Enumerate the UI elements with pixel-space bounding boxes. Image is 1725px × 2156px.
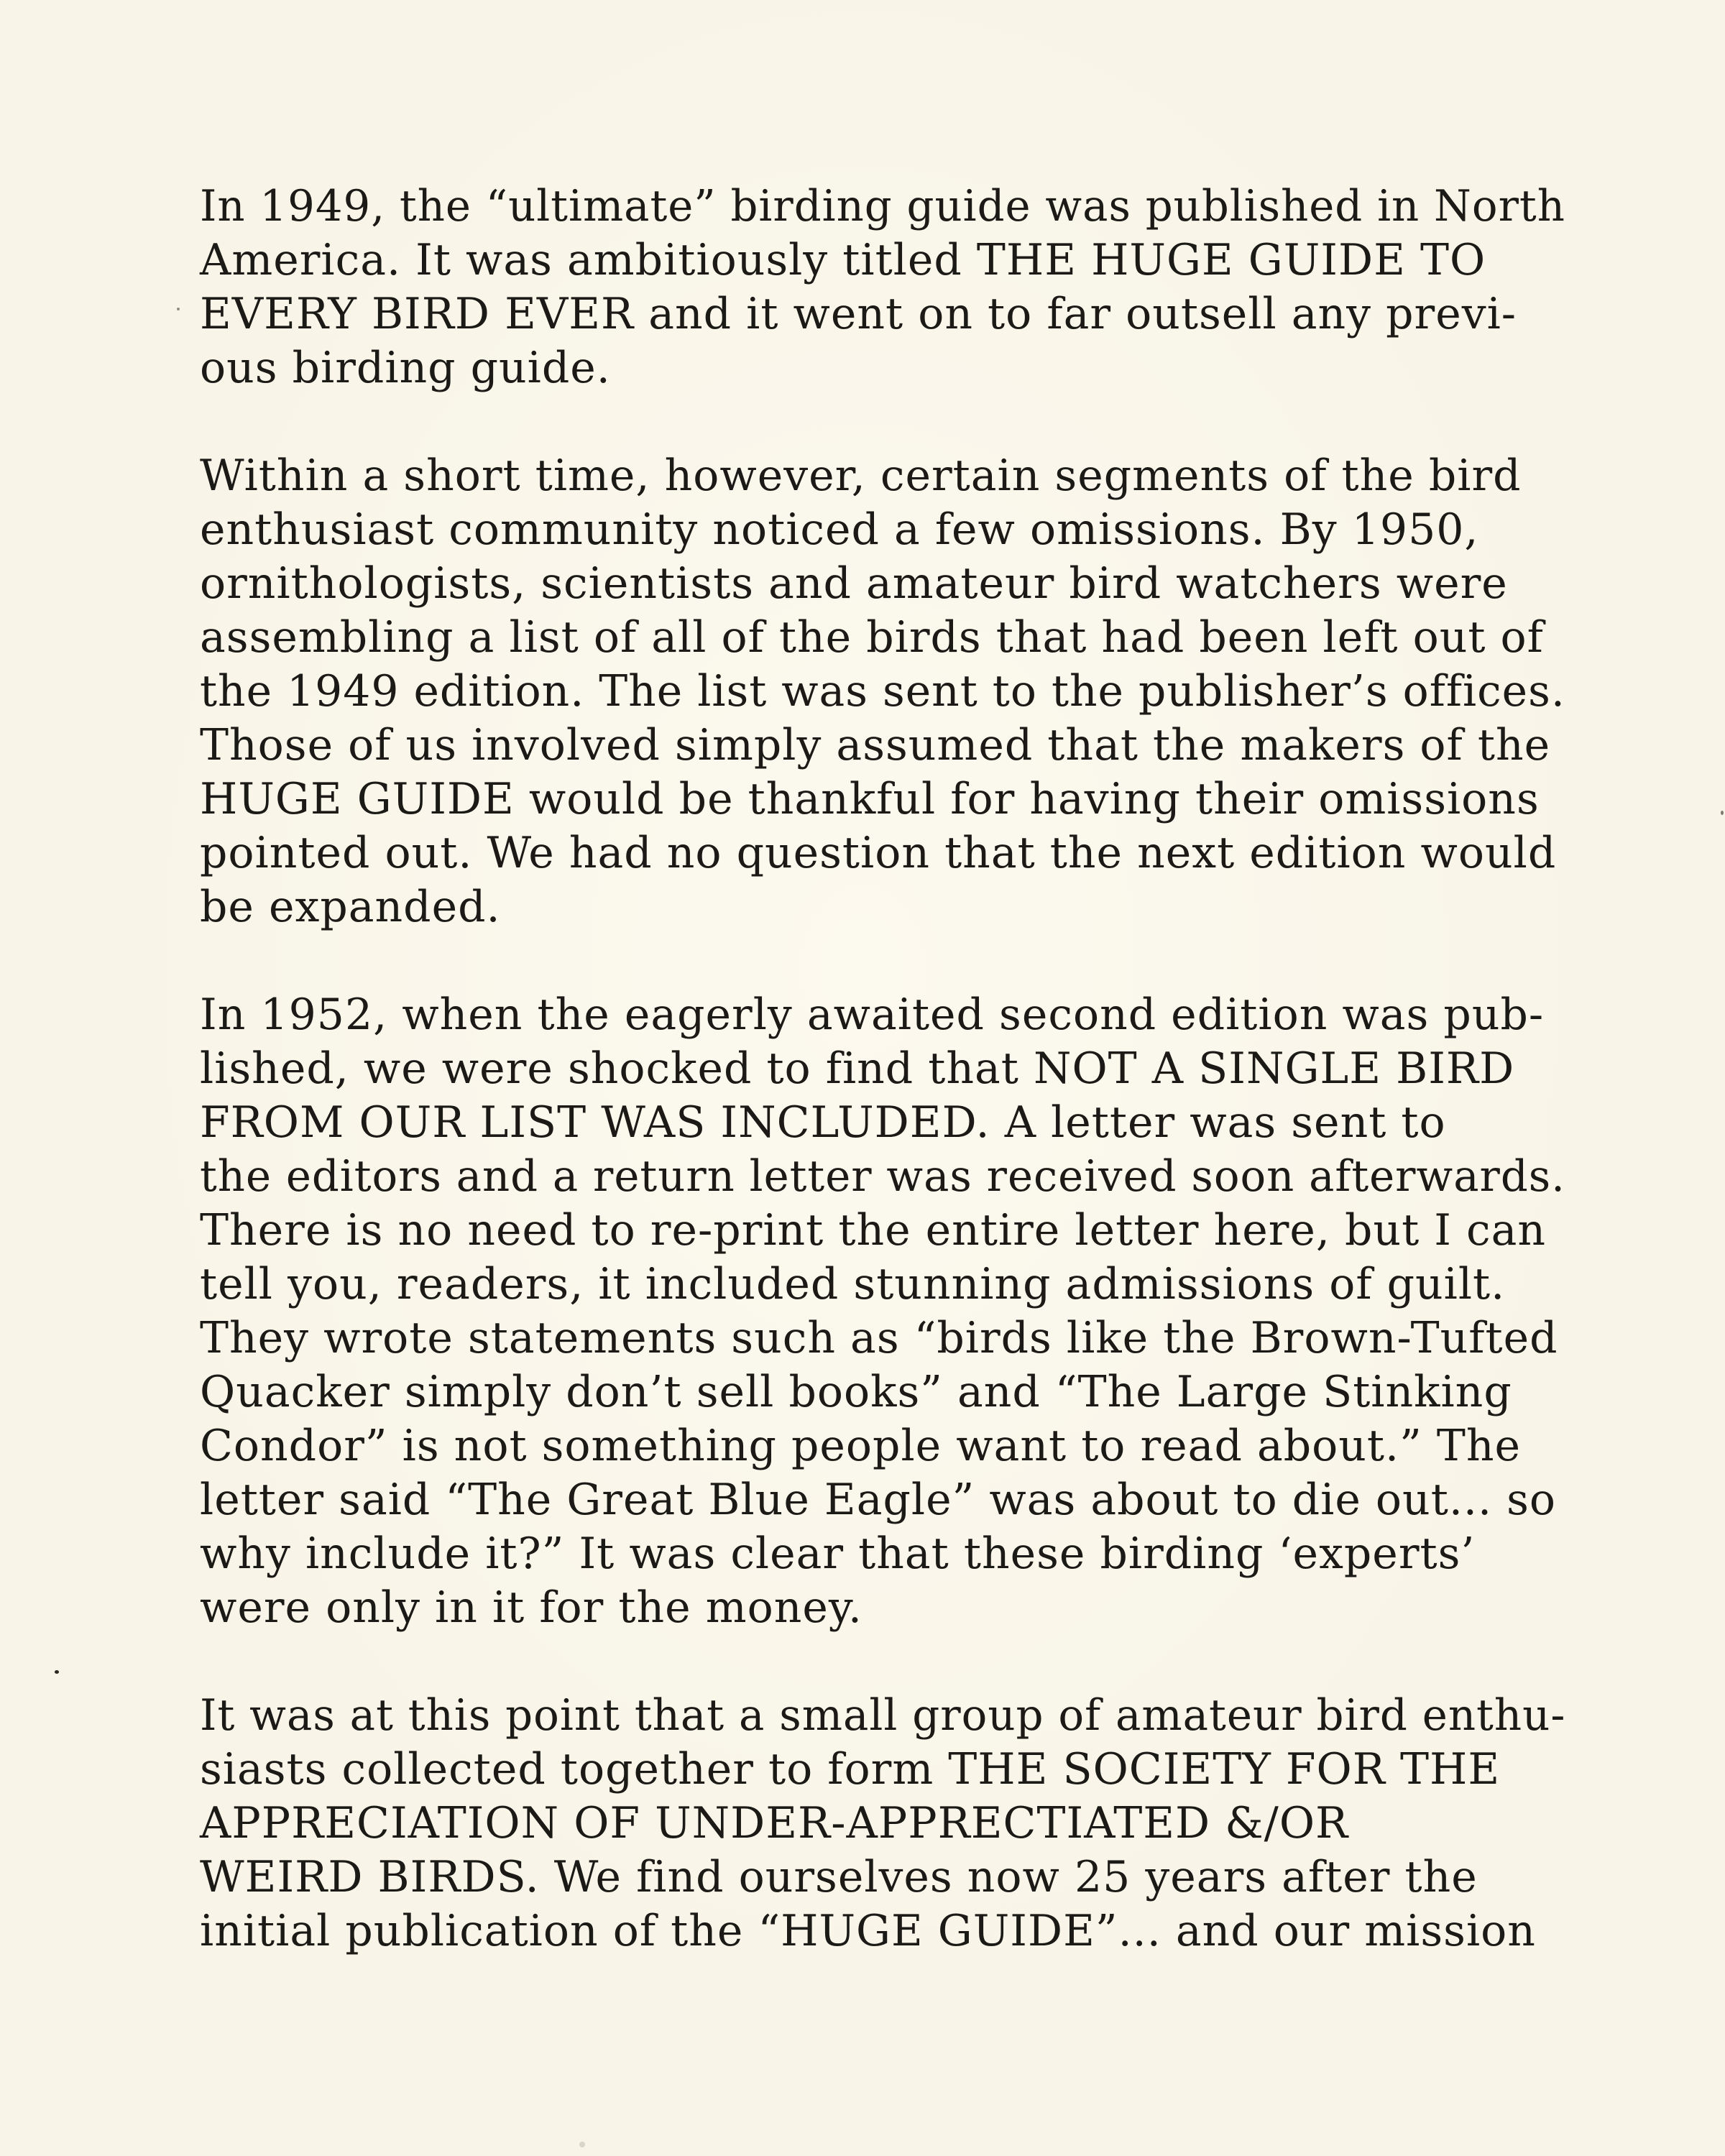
- text-line: initial publication of the “HUGE GUIDE”... and our mission: [200, 1906, 1536, 1956]
- paper-speck: [55, 1670, 59, 1674]
- text-line: FROM OUR LIST WAS INCLUDED. A letter was sent to: [200, 1097, 1446, 1148]
- text-line: ornithologists, scientists and amateur bird watchers were: [200, 558, 1508, 609]
- text-line: lished, we were shocked to find that NOT A SINGLE BIRD: [200, 1044, 1515, 1094]
- text-line: assembling a list of all of the birds that had been left out of: [200, 612, 1544, 663]
- text-line: It was at this point that a small group of amateur bird enthu-: [200, 1690, 1566, 1741]
- paper-speck: [1721, 811, 1724, 815]
- text-line: WEIRD BIRDS. We find ourselves now 25 years after the: [200, 1852, 1478, 1902]
- text-line: There is no need to re-print the entire letter here, but I can: [200, 1205, 1547, 1256]
- paragraph-3: [200, 988, 1565, 1635]
- paragraph-gap: [200, 934, 1565, 988]
- text-line: Those of us involved simply assumed that the makers of the: [200, 720, 1551, 770]
- text-line: were only in it for the money.: [200, 1583, 862, 1633]
- text-line: the 1949 edition. The list was sent to the publisher’s offices.: [200, 666, 1565, 717]
- text-line: why include it?” It was clear that these birding ‘experts’: [200, 1529, 1476, 1579]
- text-line: Quacker simply don’t sell books” and “The Large Stinking: [200, 1367, 1512, 1417]
- paragraph-2: [200, 449, 1565, 934]
- text-line: Within a short time, however, certain segments of the bird: [200, 451, 1522, 501]
- paragraph-gap: [200, 1635, 1565, 1689]
- text-line: America. It was ambitiously titled THE HUGE GUIDE TO: [200, 235, 1486, 285]
- paragraph-4: [200, 1689, 1565, 1958]
- text-line: In 1952, when the eagerly awaited second edition was pub-: [200, 990, 1545, 1040]
- text-line: the editors and a return letter was received soon afterwards.: [200, 1151, 1565, 1202]
- paragraph-1: [200, 180, 1565, 395]
- text-line: enthusiast community noticed a few omissions. By 1950,: [200, 505, 1479, 555]
- body-text: [200, 180, 1565, 1958]
- text-line: EVERY BIRD EVER and it went on to far outsell any previ-: [200, 289, 1517, 339]
- text-line: letter said “The Great Blue Eagle” was about to die out... so: [200, 1475, 1557, 1525]
- text-line: pointed out. We had no question that the next edition would: [200, 828, 1557, 878]
- text-line: be expanded.: [200, 882, 501, 932]
- paragraph-gap: [200, 395, 1565, 449]
- text-line: They wrote statements such as “birds like the Brown-Tufted: [200, 1313, 1558, 1363]
- text-line: HUGE GUIDE would be thankful for having their omissions: [200, 774, 1540, 824]
- text-line: tell you, readers, it included stunning admissions of guilt.: [200, 1259, 1506, 1309]
- text-line: APPRECIATION OF UNDER-APPRECTIATED &/OR: [200, 1798, 1349, 1848]
- paper-speck: [579, 2142, 585, 2147]
- text-line: Condor” is not something people want to read about.” The: [200, 1421, 1521, 1471]
- paper-speck: [177, 308, 180, 310]
- text-line: ous birding guide.: [200, 343, 611, 393]
- text-line: siasts collected together to form THE SOCIETY FOR THE: [200, 1744, 1501, 1795]
- text-line: In 1949, the “ultimate” birding guide was published in North: [200, 181, 1565, 231]
